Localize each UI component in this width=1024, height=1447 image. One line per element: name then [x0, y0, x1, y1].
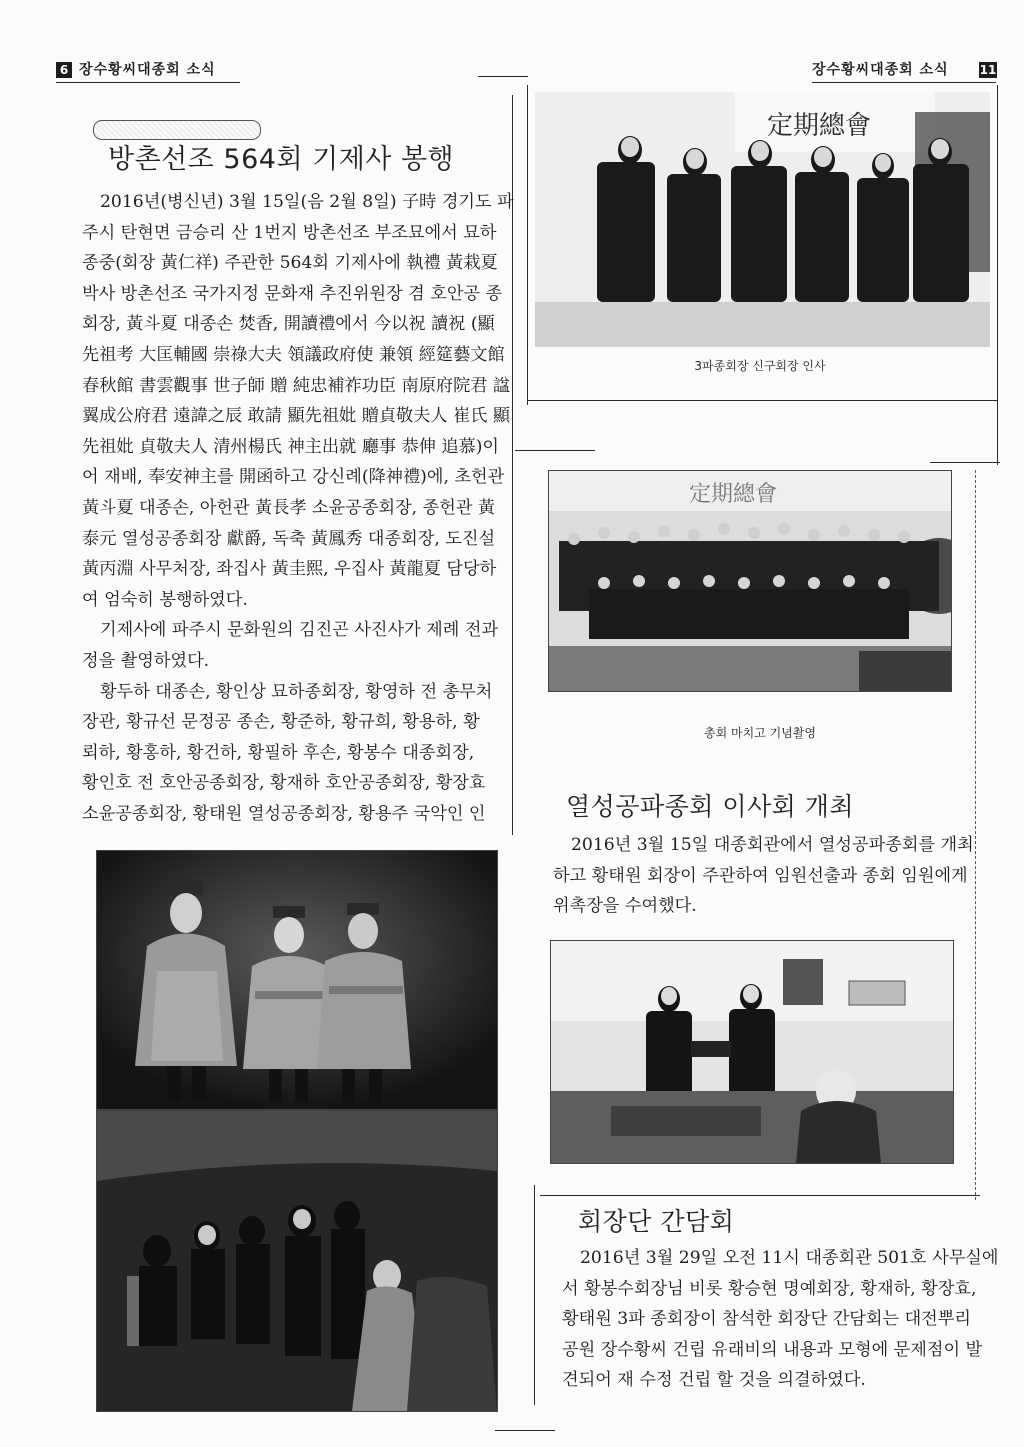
- article1-line: 翼成公府君 遠諱之辰 敢請 顯先祖妣 贈貞敬夫人 崔氏 顯: [82, 406, 511, 427]
- right-page-number: 11: [979, 63, 997, 77]
- new-old-chairs-photo: [535, 92, 990, 347]
- article3-line: 견되어 재 수정 건립 할 것을 의결하였다.: [562, 1370, 866, 1391]
- article1-line: 2016년(병신년) 3월 15일(음 2월 8일) 子時 경기도 파: [100, 192, 514, 212]
- article1-line: 기제사에 파주시 문화원의 김진곤 사진사가 제례 전과: [100, 620, 499, 641]
- bottom-box-left-edge: [534, 1185, 535, 1405]
- right-column-dashed-divider: [975, 470, 976, 1200]
- article1-line: 先祖妣 貞敬夫人 清州楊氏 神主出就 廳事 恭伸 追慕)이: [82, 436, 500, 457]
- group-photo-sign: 定期總會: [689, 482, 778, 507]
- footer-mark: [495, 1430, 555, 1431]
- header-center-mark: [478, 76, 528, 77]
- article2-line: 하고 황태원 회장이 주관하여 임원선출과 종회 임원에게: [553, 865, 968, 886]
- article2-headline: 열성공파종회 이사회 개최: [566, 792, 855, 821]
- board-meeting-photo: [550, 940, 954, 1164]
- right-edge-line: [997, 85, 998, 465]
- meeting-illustration: [551, 941, 953, 1163]
- article1-line: 뢰하, 황홍하, 황건하, 황필하 후손, 황봉수 대종회장,: [82, 742, 475, 763]
- article1-line: 여 엄숙히 봉행하였다.: [82, 589, 248, 610]
- article1-line: 황두하 대종손, 황인상 묘하종회장, 황영하 전 총무처: [100, 681, 493, 702]
- article1-line: 종중(회장 黃仁祥) 주관한 564회 기제사에 執禮 黃栽夏: [82, 253, 498, 274]
- article1-line: 黃丙淵 사무처장, 좌집사 黃圭熙, 우집사 黃龍夏 담당하: [82, 559, 497, 580]
- article1-line: 어 재배, 奉安神主를 開函하고 강신례(降神禮)에, 초헌관: [82, 467, 505, 488]
- article1-line: 박사 방촌선조 국가지정 문화재 추진위원장 겸 호안공 종: [82, 283, 503, 304]
- header-rule-right: [812, 82, 996, 83]
- header-rule-left: [56, 82, 240, 83]
- article3-body: [562, 1243, 999, 1396]
- ceremony-robes-illustration: [97, 851, 497, 1109]
- article3-line: 서 황봉수회장님 비롯 황승현 명예회장, 황재하, 황장효,: [562, 1278, 977, 1299]
- article1-line: 장관, 황규선 문정공 종손, 황준하, 황규희, 황용하, 황: [82, 712, 480, 733]
- ceremony-robes-photo: [96, 850, 498, 1110]
- left-page-number: 6: [56, 62, 72, 78]
- photo-frame-bottom: [527, 400, 997, 401]
- article1-line: 주시 탄현면 금승리 산 1번지 방촌선조 부조묘에서 묘하: [82, 222, 497, 243]
- article3-line: 2016년 3월 29일 오전 11시 대종회관 501호 사무실에: [580, 1248, 999, 1268]
- caption-group-photo: 총회 마치고 기념촬영: [704, 726, 816, 740]
- article1-headline: 방촌선조 564회 기제사 봉행: [108, 144, 455, 175]
- article1-line: 회장, 黃斗夏 대종손 焚香, 開讀禮에서 今以祝 讀祝 (顯: [82, 314, 495, 335]
- article1-line: 先祖考 大匡輔國 崇祿大夫 領議政府使 兼領 經筵藝文館: [82, 344, 505, 365]
- bottom-box-top: [540, 1195, 980, 1196]
- left-header-title: 장수황씨대종회 소식: [79, 62, 216, 78]
- article1-line: 黃斗夏 대종손, 아헌관 黃長孝 소윤공종회장, 종헌관 黃: [82, 497, 496, 518]
- article1-line: 정을 촬영하였다.: [82, 650, 210, 671]
- chairs-greeting-illustration: [535, 92, 990, 347]
- article3-line: 황태원 3파 종회장이 참석한 회장단 간담회는 대전뿌리: [562, 1309, 971, 1330]
- caption-chairs: 3파종회장 신구회장 인사: [694, 359, 826, 373]
- section-tag-badge: [93, 120, 261, 140]
- article1-line: 소윤공종회장, 황태원 열성공종회장, 황용주 국악인 인: [82, 803, 486, 824]
- article1-line: 春秋館 書雲觀事 世子師 贈 純忠補祚功臣 南原府院君 諡: [82, 375, 511, 396]
- article2-line: 위촉장을 수여했다.: [553, 896, 697, 917]
- group-photo-illustration: [549, 471, 951, 691]
- ceremony-attendees-photo: [96, 1110, 498, 1412]
- article2-line: 2016년 3월 15일 대종회관에서 열성공파종회를 개최: [571, 835, 974, 855]
- divider-mark-right: [930, 462, 1000, 463]
- article1-line: 황인호 전 호안공종회장, 황재하 호안공종회장, 황장효: [82, 773, 486, 794]
- right-header-title: 장수황씨대종회 소식: [812, 62, 949, 78]
- ceremony-attendees-illustration: [97, 1111, 497, 1411]
- article1-body: [82, 187, 514, 829]
- photo-sign-text: 定期總會: [767, 111, 872, 141]
- group-commemorative-photo: [548, 470, 952, 692]
- article3-line: 공원 장수황씨 건립 유래비의 내용과 모형에 문제점이 발: [562, 1339, 983, 1360]
- article2-body: [553, 830, 974, 922]
- article1-line: 泰元 열성공종회장 獻爵, 독축 黃鳳秀 대종회장, 도진설: [82, 528, 496, 549]
- article3-headline: 회장단 간담회: [578, 1207, 735, 1236]
- photo-frame-left-edge: [527, 85, 528, 405]
- divider-mark: [515, 450, 595, 451]
